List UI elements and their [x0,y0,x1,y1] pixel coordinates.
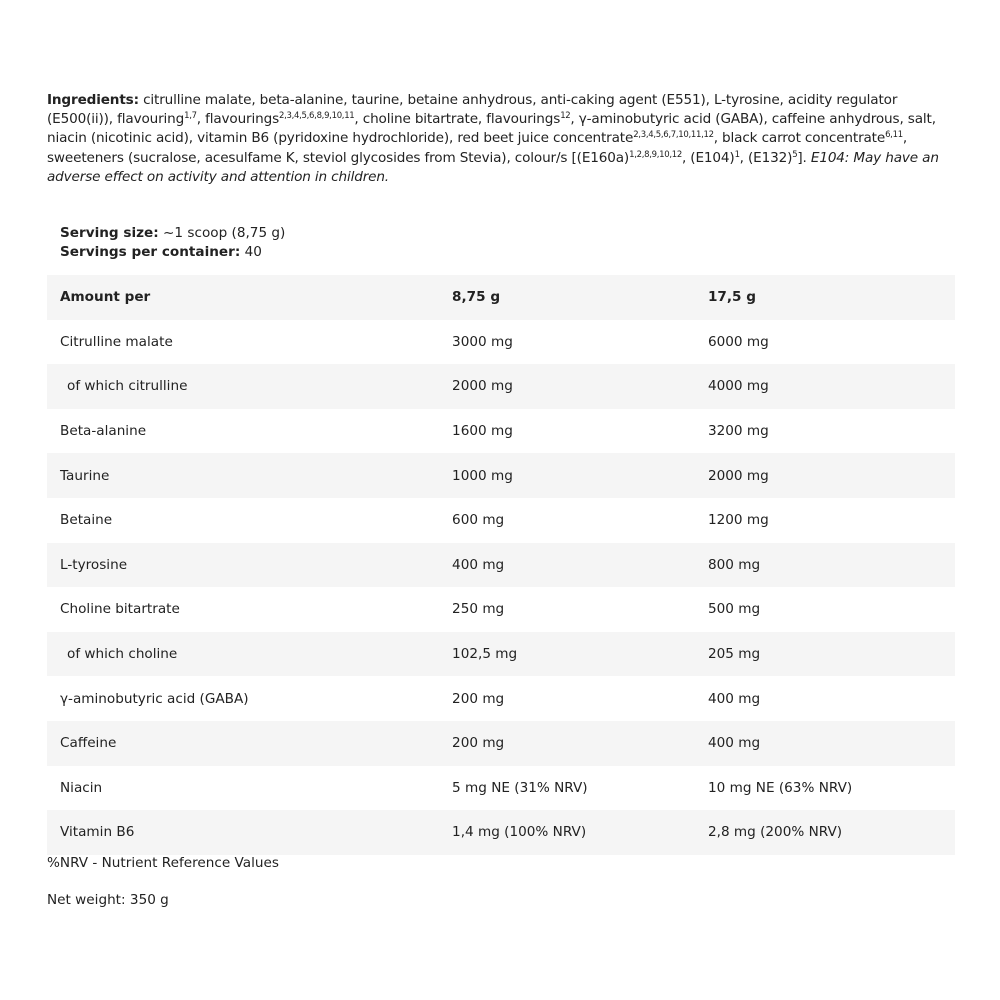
nutrient-value-1: 400 mg [452,543,708,588]
ingredients-text: , flavourings [196,111,280,128]
ingredients-text: , choline bitartrate, flavourings [354,111,561,128]
serving-size-value: ~1 scoop (8,75 g) [158,225,286,241]
serving-size [60,224,285,243]
nutrient-name: of which citrulline [47,364,452,409]
table-row [47,766,955,811]
nutrient-value-1: 5 mg NE (31% NRV) [452,779,588,796]
header-amount-per: Amount per [47,275,452,320]
table-row [47,498,955,543]
nutrient-value-1: 200 mg [452,690,505,707]
nutrient-value-1: 1000 mg [452,453,708,498]
nutrient-name: Betaine [60,512,113,529]
footnote-ref: 6,11 [885,130,903,141]
table-row [47,632,955,677]
nutrient-value-2: 205 mg [708,632,955,677]
nutrient-value-2: 6000 mg [707,333,769,350]
ingredients-paragraph [47,91,967,187]
ingredients-text: , (E104) [681,149,735,166]
table-row [47,721,955,766]
header-serving-1: 8,75 g [452,275,708,320]
header-serving-2: 17,5 g [708,275,955,320]
nutrient-name: Taurine [47,453,452,498]
table-row [47,810,955,855]
servings-per-container-label: Servings per container: [60,243,241,260]
nutrient-value-2: 3200 mg [707,423,769,440]
nutrient-name: Caffeine [47,721,452,766]
nutrient-value-2: 400 mg [708,721,955,766]
footnote-ref: 1 [734,149,740,160]
table-row [47,676,955,721]
table-row [47,364,955,409]
ingredients-text: , γ-aminobutyric acid (GABA), caffeine anhydrous, salt, niacin (nicotinic acid), vitamin B6 (pyridoxine hydrochloride), red beet juice concentrate [47,111,936,147]
nutrient-name: γ-aminobutyric acid (GABA) [60,690,249,707]
serving-info [60,224,285,261]
nutrient-name: of which choline [47,632,452,677]
nutrient-name: Citrulline malate [60,333,173,350]
nutrient-value-1: 3000 mg [452,333,513,350]
nutrient-value-1: 250 mg [452,601,505,618]
table-header-row [47,275,955,320]
nutrient-value-2: 4000 mg [708,364,955,409]
footnote-ref: 1,2,8,9,10,12 [629,149,682,160]
ingredients-text: , (E132) [739,149,793,166]
footnote-ref: 1,7 [184,111,197,122]
ingredients-text: , sweeteners (sucralose, acesulfame K, steviol glycosides from Stevia), colour/s [(E160a) [47,130,907,166]
nutrient-name: Niacin [60,779,103,796]
nutrient-value-2: 400 mg [707,690,761,707]
nutrient-value-2: 500 mg [707,601,761,618]
nutrient-value-2: 800 mg [708,543,955,588]
footnote-ref: 2,3,4,5,6,7,10,11,12 [633,130,714,141]
nutrient-name: Vitamin B6 [47,810,452,855]
nutrient-value-1: 1,4 mg (100% NRV) [452,810,708,855]
nutrient-value-2: 1200 mg [707,512,769,529]
nutrient-value-1: 1600 mg [452,423,513,440]
ingredients-label: Ingredients: [47,92,139,108]
nutrient-name: L-tyrosine [47,543,452,588]
nutrient-name: Choline bitartrate [60,601,180,618]
nutrient-value-1: 600 mg [452,512,505,529]
nutrient-value-1: 102,5 mg [452,632,708,677]
serving-size-label: Serving size: [60,225,159,241]
servings-per-container-value: 40 [240,243,262,260]
footnote-ref: 12 [560,111,571,122]
table-row [47,409,955,454]
nutrient-value-1: 2000 mg [452,364,708,409]
nutrient-value-1: 200 mg [452,721,708,766]
table-row [47,543,955,588]
ingredients-text: ]. [797,149,811,166]
nutrient-value-2: 2,8 mg (200% NRV) [708,810,955,855]
ingredients-text: citrulline malate, beta-alanine, taurine, betaine anhydrous, anti-caking agent (E551), L-tyrosine, acidity regulator (E500(ii)), flavouring [47,92,898,128]
e104-warning: E104: May have an adverse effect on activity and attention in children. [47,149,939,185]
table-row [47,320,955,365]
servings-per-container [60,243,285,262]
nutrition-table [47,275,955,855]
nutrient-value-2: 10 mg NE (63% NRV) [707,779,853,796]
nutrient-name: Beta-alanine [60,423,147,440]
nrv-footnote: %NRV - Nutrient Reference Values [47,855,279,871]
table-row [47,587,955,632]
nutrient-value-2: 2000 mg [708,453,955,498]
ingredients-text: , black carrot concentrate [713,130,886,147]
table-row [47,453,955,498]
footnote-ref: 2,3,4,5,6,8,9,10,11 [279,111,355,122]
footnote-ref: 5 [792,149,798,160]
net-weight: Net weight: 350 g [47,892,169,908]
